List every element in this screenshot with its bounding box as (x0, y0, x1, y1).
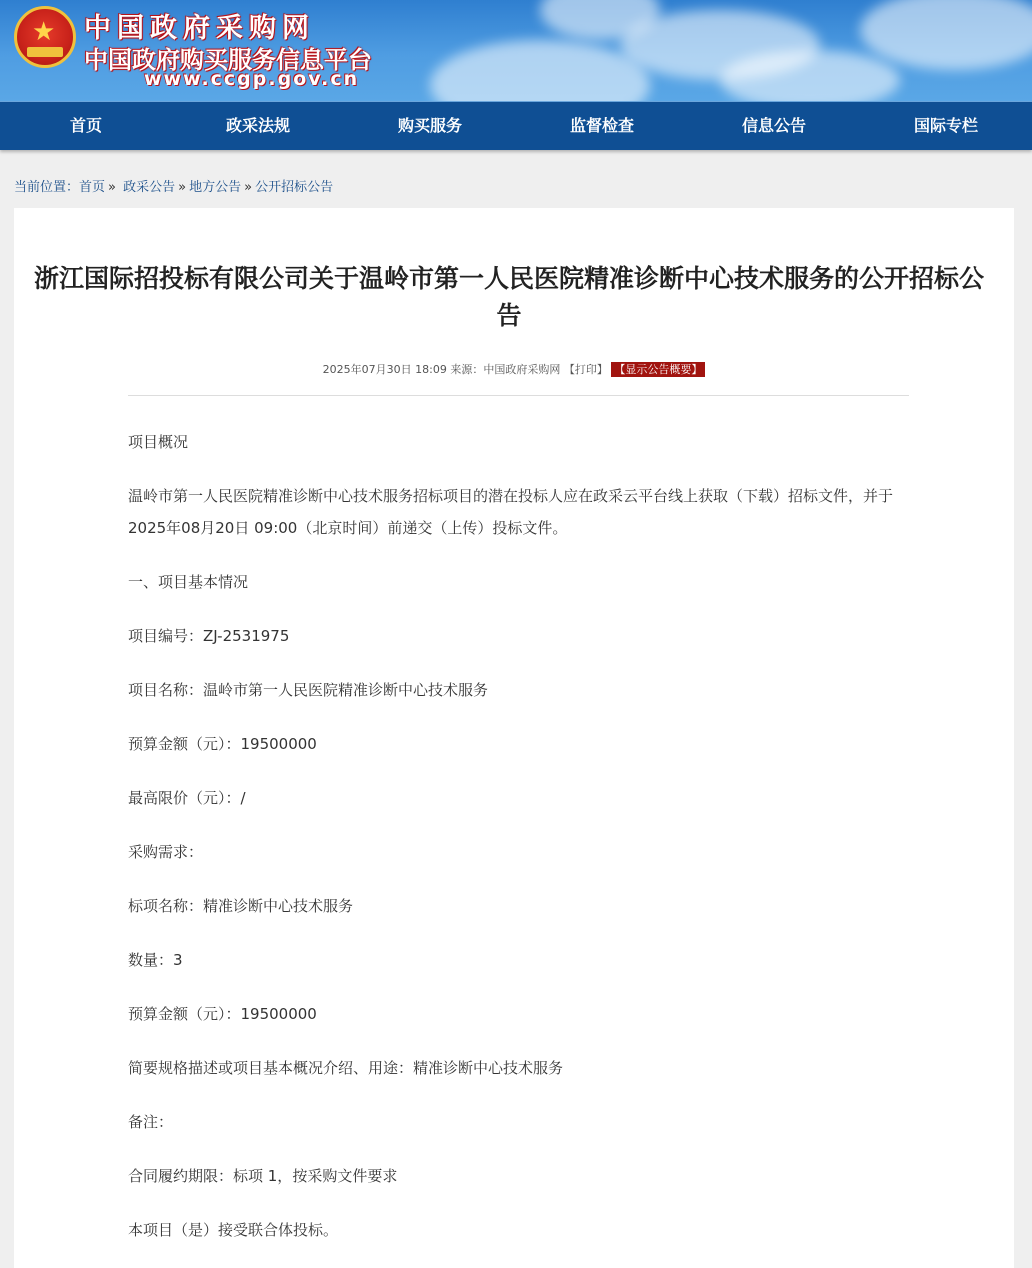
lot-name: 标项名称：精准诊断中心技术服务 (128, 897, 354, 915)
site-banner (0, 0, 1032, 101)
breadcrumb (0, 150, 1032, 195)
national-emblem-logo[interactable] (14, 6, 76, 68)
source-label: 来源： (450, 363, 484, 376)
breadcrumb-open-tender[interactable]: 公开招标公告 (255, 180, 334, 195)
budget-amount: 预算金额（元）：19500000 (128, 735, 317, 753)
emblem-base (27, 47, 63, 57)
max-price: 最高限价（元）：/ (128, 789, 246, 807)
contract-term: 合同履约期限：标项 1，按采购文件要求 (128, 1167, 398, 1185)
breadcrumb-home[interactable]: 首页 (79, 180, 106, 195)
breadcrumb-label: 当前位置： (14, 180, 80, 195)
project-name: 项目名称：温岭市第一人民医院精准诊断中心技术服务 (128, 681, 489, 699)
page-title: 浙江国际招投标有限公司关于温岭市第一人民医院精准诊断中心技术服务的公开招标公告 (34, 264, 985, 330)
spec-description: 简要规格描述或项目基本概况介绍、用途：精准诊断中心技术服务 (128, 1059, 564, 1077)
breadcrumb-separator: » (108, 180, 116, 195)
section-heading: 项目概况 (128, 433, 189, 451)
banner-cloud (430, 40, 650, 101)
nav-item-regulations[interactable]: 政采法规 (225, 116, 290, 135)
project-number: 项目编号：ZJ-2531975 (128, 627, 290, 645)
breadcrumb-separator: » (178, 180, 187, 195)
article-meta (14, 361, 1014, 377)
consortium-note: 本项目（是）接受联合体投标。 (128, 1221, 339, 1239)
main-nav (0, 101, 1032, 150)
quantity: 数量：3 (128, 951, 183, 969)
show-summary-button[interactable]: 【显示公告概要】 (611, 362, 705, 377)
nav-item-announcements[interactable]: 信息公告 (741, 116, 806, 135)
nav-item-home[interactable]: 首页 (69, 116, 102, 135)
site-title[interactable]: 中国政府采购网 (84, 13, 315, 44)
banner-cloud (860, 0, 1032, 70)
lot-budget-amount: 预算金额（元）：19500000 (128, 1005, 317, 1023)
nav-item-international[interactable]: 国际专栏 (913, 116, 978, 135)
overview-paragraph: 温岭市第一人民医院精准诊断中心技术服务招标项目的潜在投标人应在政采云平台线上获取（下载）招标文件，并于2025年08月20日 09:00（北京时间）前递交（上传）投标文件。 (128, 487, 894, 537)
print-link[interactable]: 【打印】 (563, 363, 608, 376)
star-icon: ★ (32, 17, 56, 47)
breadcrumb-gov-procurement[interactable]: 政采公告 (123, 180, 176, 195)
nav-item-purchase-services[interactable]: 购买服务 (397, 116, 462, 135)
nav-item-supervision[interactable]: 监督检查 (569, 116, 634, 135)
site-subtitle: 中国政府购买服务信息平台 (84, 46, 372, 74)
site-url: www.ccgp.gov.cn (144, 68, 360, 90)
procurement-needs: 采购需求： (128, 843, 204, 861)
remarks: 备注： (128, 1113, 174, 1131)
section-heading: 一、项目基本情况 (128, 573, 249, 591)
publish-date: 2025年07月30日 18:09 (322, 363, 447, 376)
article-panel (14, 208, 1014, 1268)
banner-cloud (720, 50, 900, 101)
breadcrumb-separator: » (244, 180, 253, 195)
article-body (128, 426, 894, 1246)
breadcrumb-local[interactable]: 地方公告 (189, 180, 242, 195)
source-name: 中国政府采购网 (483, 363, 561, 376)
divider (128, 395, 909, 396)
